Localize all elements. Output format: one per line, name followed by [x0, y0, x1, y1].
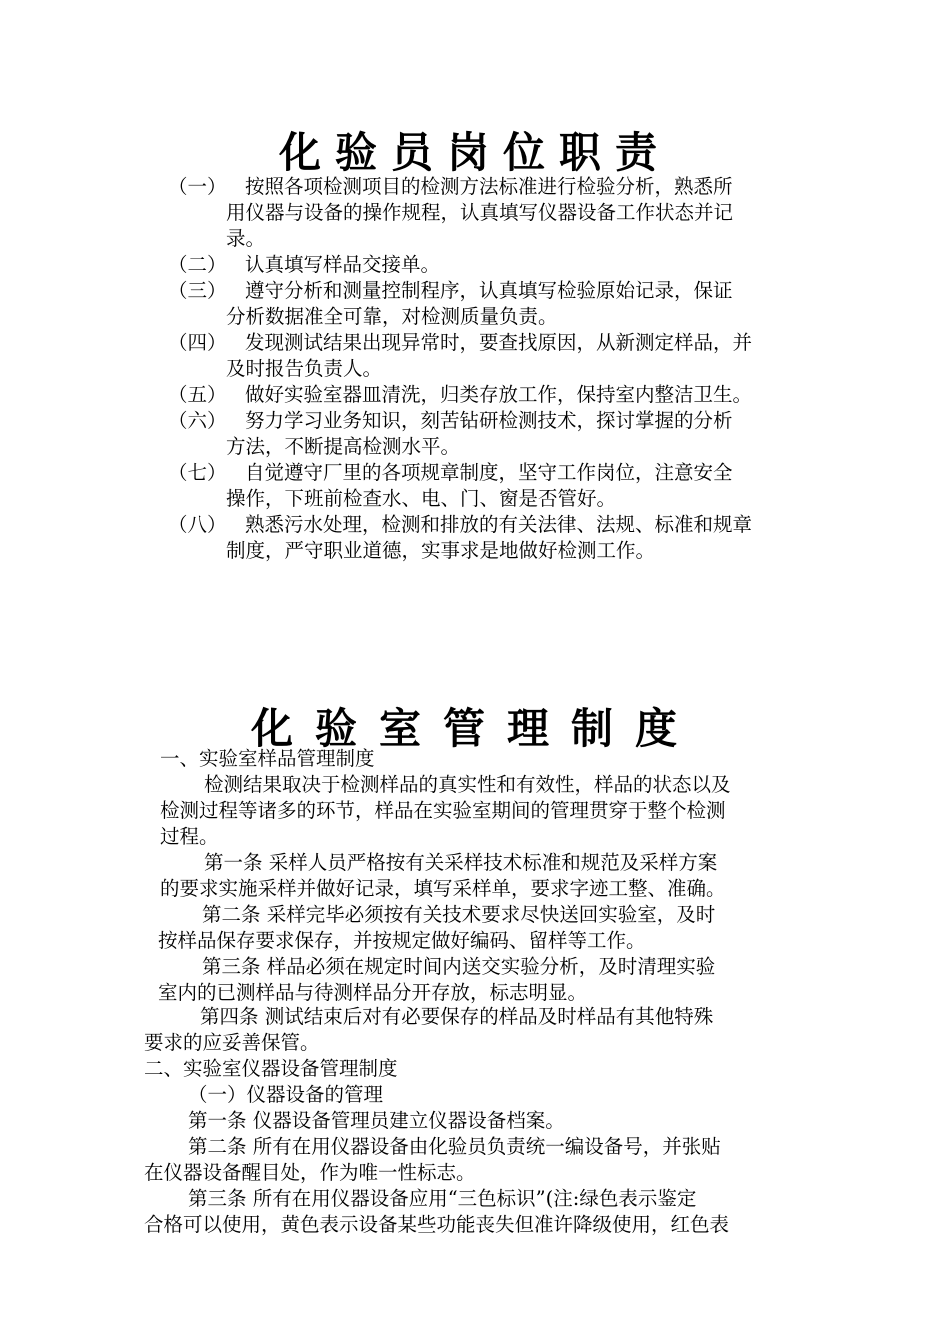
- duty-item: [168, 512, 808, 564]
- duty-number: （二）: [168, 253, 227, 276]
- duty-line: 做好实验室器皿清洗，归类存放工作，保持室内整洁卫生。: [245, 383, 753, 406]
- duty-line: 制度，严守职业道德，实事求是地做好检测工作。: [226, 539, 656, 562]
- duty-number: （六）: [168, 409, 227, 432]
- duty-number: （三）: [168, 279, 227, 302]
- duty-number: （四）: [168, 331, 227, 354]
- duty-number: （五）: [168, 383, 227, 406]
- paragraph-line: 过程。: [160, 825, 219, 848]
- duty-line: 遵守分析和测量控制程序，认真填写检验原始记录，保证: [245, 279, 733, 302]
- duty-line: 及时报告负责人。: [226, 357, 383, 380]
- article-line: 室内的已测样品与待测样品分开存放，标志明显。: [158, 981, 588, 1004]
- article-line: 第三条 样品必须在规定时间内送交实验分析，及时清理实验: [202, 955, 716, 978]
- duty-number: （八）: [168, 513, 227, 536]
- article-line: 第一条 仪器设备管理员建立仪器设备档案。: [188, 1109, 565, 1132]
- duty-item: [168, 408, 808, 460]
- article-line: 第二条 采样完毕必须按有关技术要求尽快送回实验室，及时: [202, 903, 716, 926]
- article-line: 要求的应妥善保管。: [144, 1031, 320, 1054]
- section-heading: 一、实验室样品管理制度: [160, 747, 375, 770]
- article-line: 在仪器设备醒目处，作为唯一性标志。: [144, 1161, 476, 1184]
- article-line: 第二条 所有在用仪器设备由化验员负责统一编设备号，并张贴: [188, 1135, 721, 1158]
- article-line: 合格可以使用，黄色表示设备某些功能丧失但准许降级使用，红色表: [144, 1213, 730, 1236]
- duty-line: 按照各项检测项目的检测方法标准进行检验分析，熟悉所: [245, 175, 733, 198]
- title-job-duties: 化验员岗位职责: [278, 128, 671, 177]
- article-line: 第三条 所有在用仪器设备应用“三色标识”(注:绿色表示鉴定: [188, 1187, 697, 1210]
- duty-number: （一）: [168, 175, 227, 198]
- duty-line: 自觉遵守厂里的各项规章制度，坚守工作岗位，注意安全: [245, 461, 733, 484]
- article-line: 按样品保存要求保存，并按规定做好编码、留样等工作。: [158, 929, 646, 952]
- subsection-heading: （一）仪器设备的管理: [188, 1083, 384, 1106]
- duty-line: 方法，不断提高检测水平。: [226, 435, 461, 458]
- duty-item: [168, 382, 808, 408]
- duty-line: 用仪器与设备的操作规程，认真填写仪器设备工作状态并记: [226, 201, 734, 224]
- duty-line: 操作，下班前检查水、电、门、窗是否管好。: [226, 487, 617, 510]
- title-lab-management: 化验室管理制度: [250, 704, 699, 753]
- duties-list: [168, 174, 808, 564]
- duty-line: 录。: [226, 227, 266, 250]
- section-heading: 二、实验室仪器设备管理制度: [144, 1057, 398, 1080]
- duty-item: [168, 252, 808, 278]
- paragraph-line: 检测结果取决于检测样品的真实性和有效性，样品的状态以及: [204, 773, 731, 796]
- duty-item: [168, 330, 808, 382]
- duty-line: 认真填写样品交接单。: [245, 253, 441, 276]
- duty-line: 熟悉污水处理，检测和排放的有关法律、法规、标准和规章: [245, 513, 753, 536]
- article-line: 第一条 采样人员严格按有关采样技术标准和规范及采样方案: [204, 851, 718, 874]
- duty-item: [168, 278, 808, 330]
- duty-line: 努力学习业务知识，刻苦钻研检测技术，探讨掌握的分析: [245, 409, 733, 432]
- duty-item: [168, 460, 808, 512]
- paragraph-line: 检测过程等诸多的环节，样品在实验室期间的管理贯穿于整个检测: [160, 799, 726, 822]
- duty-line: 分析数据准全可靠，对检测质量负责。: [226, 305, 558, 328]
- article-line: 第四条 测试结束后对有必要保存的样品及时样品有其他特殊: [200, 1005, 714, 1028]
- duty-number: （七）: [168, 461, 227, 484]
- duty-line: 发现测试结果出现异常时，要查找原因，从新测定样品，并: [245, 331, 753, 354]
- article-line: 的要求实施采样并做好记录，填写采样单，要求字迹工整、准确。: [160, 877, 726, 900]
- duty-item: [168, 174, 808, 252]
